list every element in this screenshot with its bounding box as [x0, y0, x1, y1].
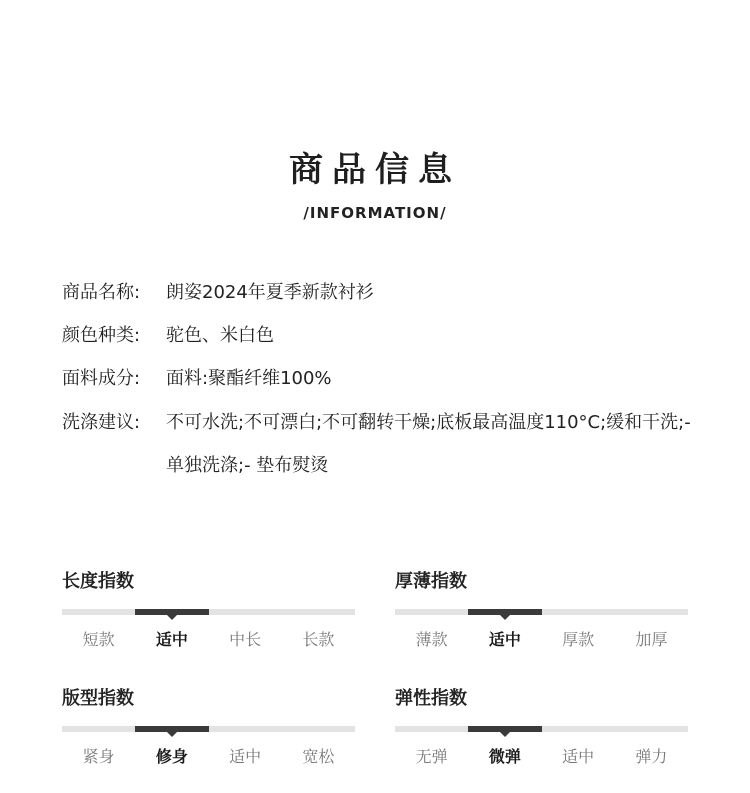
index-track	[395, 726, 688, 732]
index-option: 薄款	[415, 630, 448, 649]
page-subtitle: /INFORMATION/	[303, 204, 447, 222]
index-option: 微弹	[488, 747, 521, 766]
info-label: 面料成分:	[62, 368, 141, 389]
index-option: 适中	[155, 630, 188, 649]
index-pointer-icon	[167, 615, 177, 620]
index-option: 适中	[562, 747, 595, 766]
index-option: 宽松	[302, 747, 335, 766]
index-option: 修身	[155, 747, 188, 766]
index-pointer-icon	[500, 615, 510, 620]
index-track	[62, 609, 355, 615]
info-label: 商品名称:	[62, 282, 141, 303]
index-option: 长款	[302, 630, 335, 649]
info-value: 驼色、米白色	[166, 325, 274, 346]
index-title: 弹性指数	[395, 688, 467, 709]
index-option: 适中	[488, 630, 521, 649]
index-pointer-icon	[500, 732, 510, 737]
index-track	[62, 726, 355, 732]
info-value: 不可水洗;不可漂白;不可翻转干燥;底板最高温度110°C;缓和干洗;- 单独洗涤;- 垫布熨烫	[166, 412, 691, 476]
info-label: 洗涤建议:	[62, 412, 141, 433]
index-option: 短款	[82, 630, 115, 649]
index-option: 紧身	[82, 747, 115, 766]
index-option: 弹力	[635, 747, 668, 766]
index-track	[395, 609, 688, 615]
index-option: 中长	[229, 630, 262, 649]
info-label: 颜色种类:	[62, 325, 141, 346]
index-title: 长度指数	[62, 571, 134, 592]
info-value: 面料:聚酯纤维100%	[166, 368, 332, 389]
index-title: 厚薄指数	[395, 571, 467, 592]
index-title: 版型指数	[62, 688, 134, 709]
info-value: 朗姿2024年夏季新款衬衫	[166, 282, 374, 303]
index-option: 适中	[229, 747, 262, 766]
page-title: 商品信息	[289, 150, 461, 190]
index-option: 无弹	[415, 747, 448, 766]
index-option: 厚款	[562, 630, 595, 649]
index-pointer-icon	[167, 732, 177, 737]
index-option: 加厚	[635, 630, 668, 649]
